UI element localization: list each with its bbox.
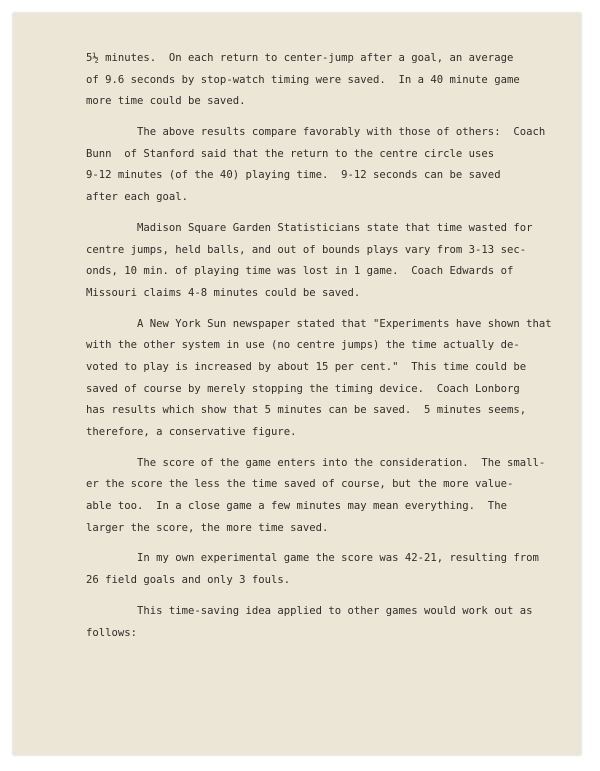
paper-sheet	[13, 13, 581, 755]
text-line: The score of the game enters into the consideration. The small-	[86, 456, 546, 469]
text-line: with the other system in use (no centre jumps) the time actually de-	[86, 339, 520, 352]
text-line: saved of course by merely stopping the timing device. Coach Lonborg	[86, 382, 520, 395]
text-line: er the score the less the time saved of course, but the more value-	[86, 478, 514, 491]
text-line: A New York Sun newspaper stated that "Experiments have shown that	[86, 317, 552, 330]
text-line: centre jumps, held balls, and out of bounds plays vary from 3-13 sec-	[86, 243, 527, 256]
text-line: therefore, a conservative figure.	[86, 426, 297, 438]
text-line: This time-saving idea applied to other games would work out as	[86, 604, 533, 617]
text-line: able too. In a close game a few minutes may mean everything. The	[86, 500, 507, 513]
text-line: voted to play is increased by about 15 per cent." This time could be	[86, 360, 527, 373]
text-line: The above results compare favorably with those of others: Coach	[86, 126, 546, 139]
text-line: Missouri claims 4-8 minutes could be saved.	[86, 286, 361, 299]
text-line: larger the score, the more time saved.	[86, 521, 329, 534]
text-line: 5½ minutes. On each return to center-jump after a goal, an average	[86, 52, 514, 64]
text-line: has results which show that 5 minutes can be saved. 5 minutes seems,	[86, 404, 527, 417]
text-line: 9-12 minutes (of the 40) playing time. 9-12 seconds can be saved	[86, 169, 501, 182]
text-line: Bunn of Stanford said that the return to the centre circle uses	[86, 147, 495, 160]
typed-page-text	[86, 48, 566, 644]
text-line: of 9.6 seconds by stop-watch timing were saved. In a 40 minute game	[86, 73, 520, 86]
text-line: follows:	[86, 626, 138, 639]
text-line: In my own experimental game the score was 42-21, resulting from	[86, 552, 539, 565]
text-line: more time could be saved.	[86, 95, 246, 108]
text-line: onds, 10 min. of playing time was lost in 1 game. Coach Edwards of	[86, 265, 514, 278]
text-line: after each goal.	[86, 191, 189, 204]
text-line: 26 field goals and only 3 fouls.	[86, 574, 291, 587]
text-line: Madison Square Garden Statisticians state that time wasted for	[86, 221, 533, 234]
